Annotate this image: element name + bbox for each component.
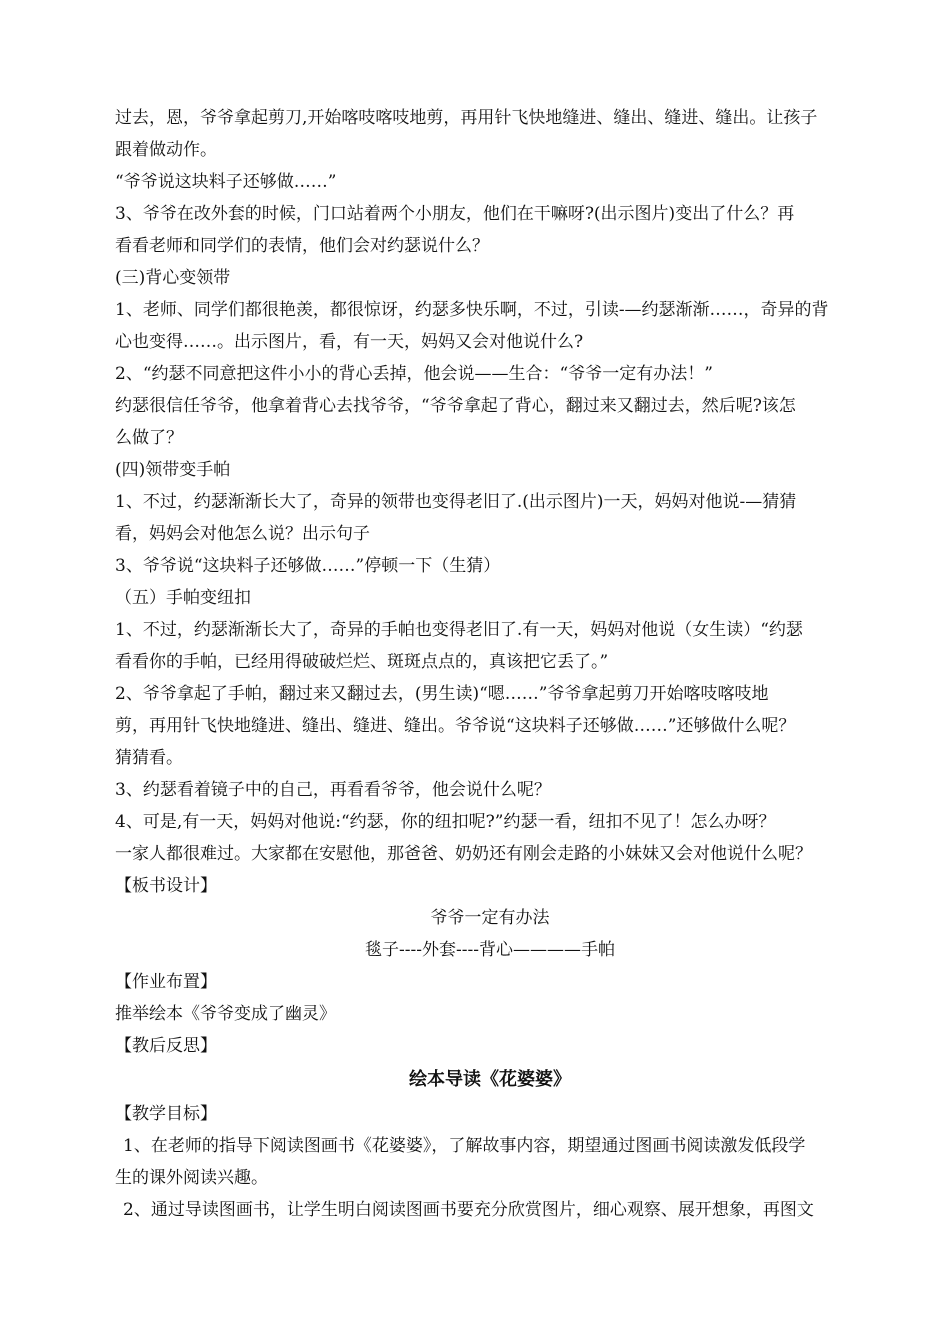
reflection-heading: 【教后反思】 — [115, 1036, 217, 1056]
goal-line: 生的课外阅读兴趣。 — [115, 1168, 268, 1188]
goals-heading: 【教学目标】 — [115, 1104, 217, 1124]
text-line: 看，妈妈会对他怎么说？出示句子 — [115, 524, 370, 544]
board-chain: 毯子----外套----背心————手帕 — [365, 940, 615, 960]
board-design-heading: 【板书设计】 — [115, 876, 217, 896]
text-line: 2、“约瑟不同意把这件小小的背心丢掉，他会说——生合：“爷爷一定有办法！” — [115, 364, 713, 384]
text-line: 猜猜看。 — [115, 748, 183, 768]
lesson-title: 绘本导读《花婆婆》 — [409, 1069, 571, 1090]
text-line: 心也变得……。出示图片，看，有一天，妈妈又会对他说什么? — [115, 332, 584, 352]
section-heading: （五）手帕变纽扣 — [115, 588, 251, 608]
section-heading: (三)背心变领带 — [115, 268, 231, 288]
text-line: 么做了？ — [115, 428, 183, 448]
goal-line: 1、在老师的指导下阅读图画书《花婆婆》，了解故事内容，期望通过图画书阅读激发低段学 — [123, 1136, 806, 1156]
text-line: “爷爷说这块料子还够做……” — [115, 172, 337, 192]
text-line: 约瑟很信任爷爷，他拿着背心去找爷爷，“爷爷拿起了背心，翻过来又翻过去，然后呢?该怎 — [115, 396, 796, 416]
homework-heading: 【作业布置】 — [115, 972, 217, 992]
section-heading: (四)领带变手帕 — [115, 460, 231, 480]
page-content — [115, 102, 865, 1226]
text-line: 剪，再用针飞快地缝进、缝出、缝进、缝出。爷爷说“这块料子还够做……”还够做什么呢？ — [115, 716, 796, 736]
board-title: 爷爷一定有办法 — [430, 908, 550, 928]
text-line: 3、约瑟看着镜子中的自己，再看看爷爷，他会说什么呢？ — [115, 780, 551, 800]
text-line: 看看你的手帕，已经用得破破烂烂、斑斑点点的，真该把它丢了。” — [115, 652, 609, 672]
text-line: 1、不过，约瑟渐渐长大了，奇异的手帕也变得老旧了.有一天，妈妈对他说（女生读）“约瑟 — [115, 620, 803, 640]
goal-line: 2、通过导读图画书，让学生明白阅读图画书要充分欣赏图片，细心观察、展开想象，再图文 — [123, 1200, 814, 1220]
text-line: 跟着做动作。 — [115, 140, 217, 160]
text-line: 4、可是,有一天，妈妈对他说:“约瑟，你的纽扣呢?”约瑟一看，纽扣不见了！怎么办呀？ — [115, 812, 776, 832]
text-line: 2、爷爷拿起了手帕，翻过来又翻过去，(男生读)“嗯……”爷爷拿起剪刀开始喀吱喀吱地 — [115, 684, 769, 704]
homework-text: 推举绘本《爷爷变成了幽灵》 — [115, 1004, 336, 1024]
text-line: 1、不过，约瑟渐渐长大了，奇异的领带也变得老旧了.(出示图片)一天，妈妈对他说-—猜猜 — [115, 492, 797, 512]
text-line: 1、老师、同学们都很艳羡，都很惊讶，约瑟多快乐啊，不过，引读-—约瑟渐渐……，奇异的背 — [115, 300, 829, 320]
text-line: 3、爷爷说“这块料子还够做……”停顿一下（生猜） — [115, 556, 501, 576]
text-line: 看看老师和同学们的表情，他们会对约瑟说什么？ — [115, 236, 489, 256]
text-line: 3、爷爷在改外套的时候，门口站着两个小朋友，他们在干嘛呀?(出示图片)变出了什么？再 — [115, 204, 795, 224]
text-line: 过去，恩，爷爷拿起剪刀,开始喀吱喀吱地剪，再用针飞快地缝进、缝出、缝进、缝出。让孩子 — [115, 108, 818, 128]
text-line: 一家人都很难过。大家都在安慰他，那爸爸、奶奶还有刚会走路的小妹妹又会对他说什么呢？ — [115, 844, 812, 864]
